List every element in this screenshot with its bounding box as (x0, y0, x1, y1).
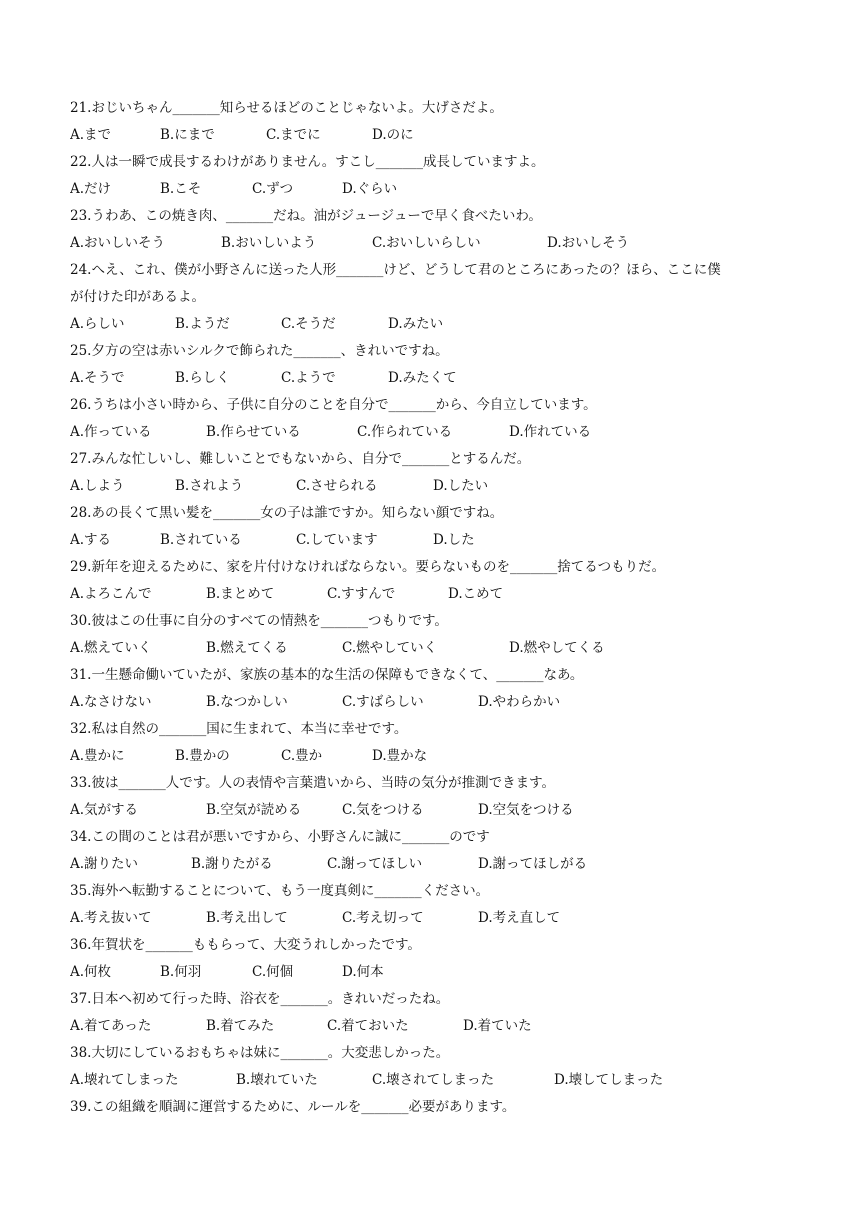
question-stem: 31.一生懸命働いていたが、家族の基本的な生活の保障もできなくて、_______なあ。 (70, 667, 584, 683)
answer-option[interactable]: C.気をつける (342, 802, 424, 818)
answer-option[interactable]: A.謝りたい (70, 856, 139, 872)
answer-option[interactable]: D.壊してしまった (554, 1072, 664, 1088)
answer-option[interactable]: B.空気が読める (206, 802, 302, 818)
question-item (70, 662, 800, 716)
answer-option[interactable]: D.空気をつける (478, 802, 574, 818)
question-stem: 27.みんな忙しいし、難しいことでもないから、自分で_______とするんだ。 (70, 451, 531, 467)
question-item (70, 95, 800, 149)
answer-option[interactable]: A.そうで (70, 370, 125, 386)
answer-option[interactable]: C.までに (266, 127, 321, 143)
answer-option[interactable]: B.されている (160, 532, 242, 548)
answer-option[interactable]: B.にまで (160, 127, 215, 143)
question-item (70, 446, 800, 500)
answer-option[interactable]: B.おいしいよう (221, 235, 317, 251)
answer-option[interactable]: B.らしく (175, 370, 230, 386)
answer-option[interactable]: C.おいしいらしい (372, 235, 481, 251)
answer-options (70, 689, 800, 716)
question-item (70, 716, 800, 770)
question-item (70, 392, 800, 446)
question-item (70, 500, 800, 554)
question-item (70, 149, 800, 203)
question-item (70, 824, 800, 878)
answer-option[interactable]: D.作れている (509, 424, 592, 440)
question-stem: 37.日本へ初めて行った時、浴衣を_______。きれいだったね。 (70, 991, 450, 1007)
question-stem: 32.私は自然の_______国に生まれて、本当に幸せです。 (70, 721, 408, 737)
question-stem: 35.海外へ転勤することについて、もう一度真剣に_______ください。 (70, 883, 490, 899)
question-item (70, 770, 800, 824)
answer-options (70, 365, 800, 392)
answer-option[interactable]: B.ようだ (175, 316, 230, 332)
answer-option[interactable]: D.着ていた (463, 1018, 532, 1034)
answer-option[interactable]: D.おいしそう (547, 235, 630, 251)
answer-option[interactable]: D.やわらかい (478, 694, 561, 710)
answer-option[interactable]: C.謝ってほしい (327, 856, 423, 872)
answer-option[interactable]: A.作っている (70, 424, 152, 440)
answer-options (70, 473, 800, 500)
answer-option[interactable]: B.燃えてくる (206, 640, 288, 656)
answer-option[interactable]: B.なつかしい (206, 694, 288, 710)
answer-option[interactable]: D.したい (433, 478, 489, 494)
answer-option[interactable]: C.作られている (357, 424, 453, 440)
answer-options (70, 122, 800, 149)
answer-option[interactable]: D.謝ってほしがる (478, 856, 588, 872)
answer-option[interactable]: C.豊か (281, 748, 323, 764)
question-stem: 33.彼は_______人です。人の表情や言葉遣いから、当時の気分が推測できます。 (70, 775, 556, 791)
question-list (70, 95, 800, 1121)
answer-options (70, 176, 800, 203)
answer-options (70, 959, 800, 986)
answer-option[interactable]: A.だけ (70, 181, 112, 197)
answer-options (70, 905, 800, 932)
answer-options (70, 635, 800, 662)
question-stem: 23.うわあ、この焼き肉、_______だね。油がジュージューで早く食べたいわ。 (70, 208, 542, 224)
answer-options (70, 311, 800, 338)
answer-option[interactable]: B.考え出して (206, 910, 288, 926)
answer-option[interactable]: D.した (433, 532, 475, 548)
answer-option[interactable]: C.ようで (281, 370, 336, 386)
question-stem: 29.新年を迎えるために、家を片付けなければならない。要らないものを_______捨てるつもりだ。 (70, 559, 666, 575)
answer-option[interactable]: A.着てあった (70, 1018, 152, 1034)
answer-option[interactable]: C.しています (296, 532, 378, 548)
question-item (70, 932, 800, 986)
question-item (70, 338, 800, 392)
answer-option[interactable]: C.させられる (296, 478, 378, 494)
answer-options (70, 851, 800, 878)
question-stem: 25.夕方の空は赤いシルクで飾られた_______、きれいですね。 (70, 343, 449, 359)
answer-option[interactable]: B.作らせている (206, 424, 301, 440)
question-stem: 24.へえ、これ、僕が小野さんに送った人形_______けど、どうして君のところにあったの？ほら、ここに僕 (70, 262, 721, 278)
answer-option[interactable]: A.何枚 (70, 964, 112, 980)
answer-options (70, 527, 800, 554)
answer-option[interactable]: C.考え切って (342, 910, 424, 926)
question-stem: 22.人は一瞬で成長するわけがありません。すこし_______成長していますよ。 (70, 154, 545, 170)
answer-option[interactable]: A.気がする (70, 802, 139, 818)
answer-option[interactable]: A.燃えていく (70, 640, 152, 656)
answer-option[interactable]: B.何羽 (160, 964, 202, 980)
question-item (70, 1094, 800, 1121)
question-item (70, 257, 800, 338)
answer-option[interactable]: A.考え抜いて (70, 910, 152, 926)
answer-option[interactable]: A.しよう (70, 478, 125, 494)
answer-option[interactable]: D.豊かな (372, 748, 428, 764)
question-stem: 21.おじいちゃん_______知らせるほどのことじゃないよ。大げさだよ。 (70, 100, 503, 116)
answer-option[interactable]: C.燃やしていく (342, 640, 438, 656)
question-item (70, 986, 800, 1040)
answer-option[interactable]: B.謝りたがる (191, 856, 273, 872)
answer-option[interactable]: D.こめて (448, 586, 504, 602)
question-item (70, 1040, 800, 1094)
answer-option[interactable]: B.されよう (175, 478, 244, 494)
answer-options (70, 230, 800, 257)
question-stem: 34.この間のことは君が悪いですから、小野さんに誠に_______のです (70, 829, 490, 845)
question-stem: 36.年賀状を_______ももらって、大変うれしかったです。 (70, 937, 421, 953)
answer-option[interactable]: C.何個 (252, 964, 294, 980)
answer-option[interactable]: D.ぐらい (342, 181, 398, 197)
answer-options (70, 797, 800, 824)
answer-option[interactable]: C.すすんで (327, 586, 396, 602)
answer-options (70, 581, 800, 608)
answer-option[interactable]: B.まとめて (206, 586, 275, 602)
answer-option[interactable]: D.何本 (342, 964, 384, 980)
answer-option[interactable]: B.こそ (160, 181, 202, 197)
answer-options (70, 419, 800, 446)
answer-option[interactable]: D.考え直して (478, 910, 561, 926)
answer-options (70, 743, 800, 770)
question-stem: 26.うちは小さい時から、子供に自分のことを自分で_______から、今自立しています。 (70, 397, 597, 413)
answer-option[interactable]: A.壊れてしまった (70, 1072, 179, 1088)
answer-option[interactable]: C.着ておいた (327, 1018, 409, 1034)
answer-option[interactable]: C.すばらしい (342, 694, 424, 710)
answer-option[interactable]: B.豊かの (175, 748, 230, 764)
question-stem: が付けた印があるよ。 (70, 289, 205, 305)
answer-option[interactable]: C.ずつ (252, 181, 294, 197)
question-stem: 39.この組織を順調に運営するために、ルールを_______必要があります。 (70, 1099, 516, 1115)
answer-option[interactable]: D.のに (372, 127, 414, 143)
question-item (70, 608, 800, 662)
answer-option[interactable]: D.みたい (388, 316, 444, 332)
answer-option[interactable]: A.らしい (70, 316, 125, 332)
answer-option[interactable]: D.みたくて (388, 370, 457, 386)
question-item (70, 878, 800, 932)
answer-option[interactable]: B.壊れていた (236, 1072, 318, 1088)
answer-option[interactable]: C.そうだ (281, 316, 336, 332)
question-stem: 38.大切にしているおもちゃは妹に_______。大変悲しかった。 (70, 1045, 450, 1061)
answer-option[interactable]: A.なさけない (70, 694, 152, 710)
question-stem: 30.彼はこの仕事に自分のすべての情熱を_______つもりです。 (70, 613, 448, 629)
answer-option[interactable]: A.する (70, 532, 112, 548)
answer-option[interactable]: C.壊されてしまった (372, 1072, 495, 1088)
answer-option[interactable]: A.おいしいそう (70, 235, 166, 251)
answer-options (70, 1067, 800, 1094)
answer-option[interactable]: A.よろこんで (70, 586, 152, 602)
answer-option[interactable]: D.燃やしてくる (509, 640, 605, 656)
question-item (70, 203, 800, 257)
answer-option[interactable]: A.まで (70, 127, 112, 143)
answer-options (70, 1013, 800, 1040)
answer-option[interactable]: A.豊かに (70, 748, 125, 764)
question-stem: 28.あの長くて黒い髪を_______女の子は誰ですか。知らない顔ですね。 (70, 505, 504, 521)
answer-option[interactable]: B.着てみた (206, 1018, 275, 1034)
question-item (70, 554, 800, 608)
